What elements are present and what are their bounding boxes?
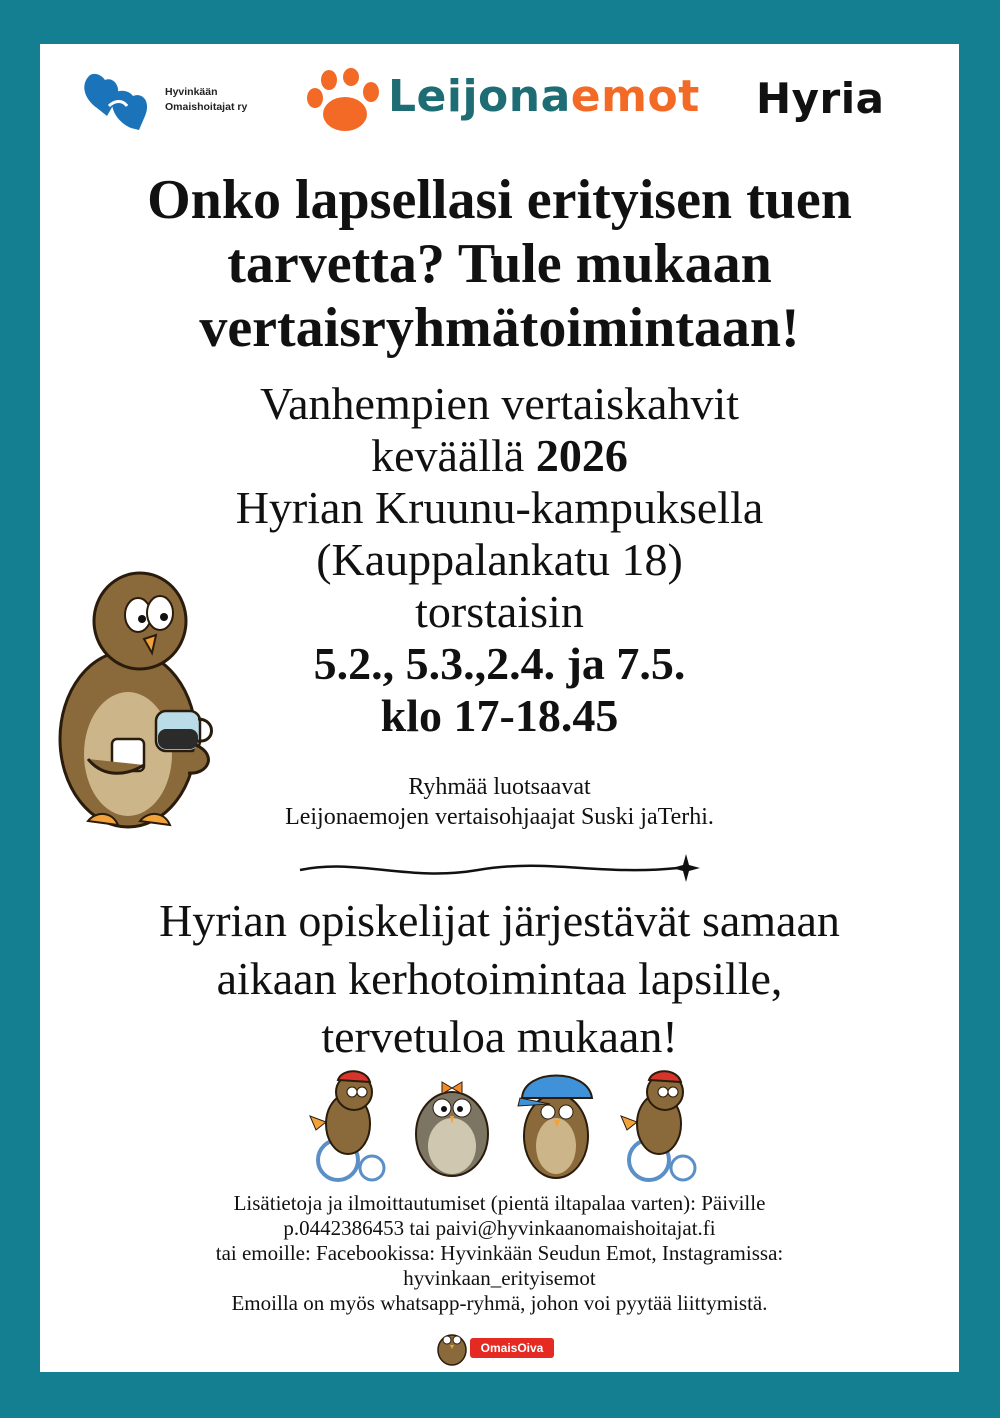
poster	[40, 44, 959, 1372]
leijonaemot-wordmark	[388, 71, 700, 122]
headline-line3: vertaisryhmätoimintaan!	[199, 297, 800, 359]
event-season-prefix: keväällä	[371, 430, 525, 481]
event-year: 2026	[535, 430, 628, 481]
omaisoiva-logo	[432, 1322, 568, 1366]
owl-wheelchair-illustration	[302, 1064, 394, 1182]
leijonaemot-logo	[305, 64, 705, 134]
paw-icon	[305, 68, 381, 134]
leijonaemot-part1: Leijona	[388, 71, 571, 122]
sparkle-icon	[672, 854, 700, 882]
owl-cap-illustration	[510, 1064, 602, 1182]
omaishoitajat-line2: Omaishoitajat ry	[165, 101, 248, 113]
owl-bow-illustration	[406, 1064, 498, 1182]
headline	[40, 168, 959, 360]
contact-line4: hyvinkaan_erityisemot	[403, 1266, 596, 1290]
event-location: Hyrian Kruunu-kampuksella	[235, 482, 764, 533]
event-season	[40, 430, 959, 482]
kids-line3: tervetuloa mukaan!	[321, 1011, 678, 1062]
contact-line3: tai emoille: Facebookissa: Hyvinkään Seudun Emot, Instagramissa:	[215, 1241, 784, 1265]
headline-line1: Onko lapsellasi erityisen tuen	[147, 169, 852, 231]
omaisoiva-label: OmaisOiva	[470, 1338, 554, 1358]
contact-info	[40, 1191, 959, 1316]
wave-divider	[298, 852, 702, 882]
event-title: Vanhempien vertaiskahvit	[259, 378, 740, 429]
contact-line2: p.0442386453 tai paivi@hyvinkaanomaishoitajat.fi	[283, 1216, 716, 1240]
omaishoitajat-line1: Hyvinkään	[165, 86, 218, 98]
headline-line2: tarvetta? Tule mukaan	[227, 233, 772, 295]
event-address: (Kauppalankatu 18)	[316, 534, 683, 585]
hyria-logo: Hyria	[756, 74, 885, 123]
leaders-line2: Leijonaemojen vertaisohjaajat Suski jaTerhi.	[285, 804, 714, 830]
owl-wheelchair-illustration-2	[613, 1064, 705, 1182]
leijonaemot-part2: emot	[570, 71, 700, 122]
leaders-line1: Ryhmää luotsaavat	[408, 774, 591, 800]
event-dates: 5.2., 5.3.,2.4. ja 7.5.	[313, 638, 686, 689]
kids-club-text	[40, 892, 959, 1066]
omaishoitajat-logo	[79, 66, 279, 136]
contact-line1: Lisätietoja ja ilmoittautumiset (pientä iltapalaa varten): Päiville	[233, 1191, 766, 1215]
contact-line5: Emoilla on myös whatsapp-ryhmä, johon voi pyytää liittymistä.	[231, 1291, 768, 1315]
owl-mascot-icon	[432, 1322, 472, 1366]
kids-line1: Hyrian opiskelijat järjestävät samaan	[159, 895, 840, 946]
kids-line2: aikaan kerhotoimintaa lapsille,	[216, 953, 783, 1004]
hearts-icon	[79, 66, 159, 136]
leaders-text	[40, 772, 959, 832]
event-weekday: torstaisin	[415, 586, 584, 637]
event-time: klo 17-18.45	[380, 690, 619, 741]
